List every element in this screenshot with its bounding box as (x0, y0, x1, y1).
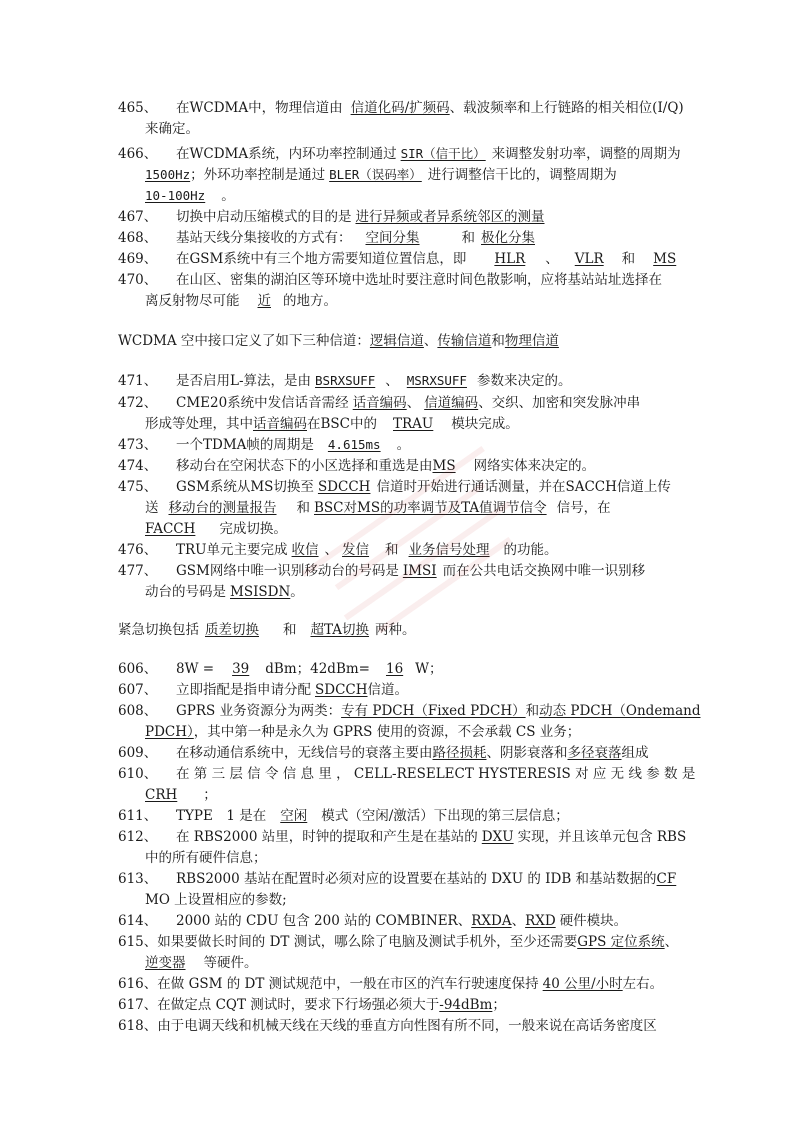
document-page: 465、 在WCDMA中，物理信道由 信道化码/扩频码、载波频率和上行链路的相关相位(I/Q) 来确定。 466、 在WCDMA系统，内环功率控制通过 SIR（信干比） 来调整发射功率，调整的周期为 1500Hz；外环功率控制是通过 BLER（误码率） 进行调整信干比的，调整周期为 10-100Hz 。 467、 切换中启动压缩模式的目的是 进行异频或者异系统邻区的测量 468、 基站天线分集接收的方式有： 空间分集 和 极化分集 469、 在GSM系统中有三个地方需要知道位置信息，即 HLR 、 VLR 和 MS 470、 在山区、密集的湖泊区等环境中选址时要注意时间色散影响，应将基站站址选择在 离反射物尽可能 近 的地方。 WCDMA 空中接口定义了如下三种信道：逻辑信道、传输信道和物理信道 471、 是否启用L-算法，是由 BSRXSUFF 、 MSRXSUFF 参数来决定的。 472、 CME20系统中发信话音需经 话音编码、 信道编码、交织、加密和突发脉冲串 形成等处理，其中话音编码在BSC中的 TRAU 模块完成。 473、 一个TDMA帧的周期是 4.615ms 。 474、 移动台在空闲状态下的小区选择和重选是由MS 网络实体来决定的。 475、 GSM系统从MS切换至 SDCCH 信道时开始进行通话测量，并在SACCH信道上传 送 移动台的测量报告 和 BSC对MS的功率调节及TA值调节信令 信号，在 FACCH 完成切换。 476、 TRU单元主要完成 收信 、 发信 和 业务信号处理 的功能。 477、 GSM网络中唯一识别移动台的号码是 IMSI 而在公共电话交换网中唯一识别移 动台的号码是 MSISDN。 紧急切换包括 质差切换 和 超TA切换 两种。 606、 8W = 39 dBm；42dBm= 16 W； 607、 立即指配是指申请分配 SDCCH信道。 608、 GPRS 业务资源分为两类：专有 PDCH（Fixed PDCH）和动态 PDCH（Ondemand PDCH），其中第一种是永久为 GPRS 使用的资源，不会承载 CS 业务； 609、 在移动通信系统中，无线信号的衰落主要由路径损耗、阴影衰落和多径衰落组成 610、 在 第 三 层 信 令 信 息 里 ， CELL-RESELECT HYSTERESIS 对 应 无 线 参 数 是 CRH ； 611、 TYPE 1 是在 空闲 模式（空闲/激活）下出现的第三层信息； 612、 在 RBS2000 站里，时钟的提取和产生是在基站的 DXU 实现，并且该单元包含 RBS 中的所有硬件信息； 613、 RBS2000 基站在配置时必须对应的设置要在基站的 DXU 的 IDB 和基站数据的CF MO 上设置相应的参数; 614、 2000 站的 CDU 包含 200 站的 COMBINER、RXDA、RXD 硬件模块。 615、如果要做长时间的 DT 测试，哪么除了电脑及测试手机外，至少还需要GPS 定位系统、 逆变器 等硬件。 616、在做 GSM 的 DT 测试规范中，一般在市区的汽车行驶速度保持 40 公里/小时左右。 617、在做定点 CQT 测试时，要求下行场强必须大于-94dBm； 618、由于电调天线和机械天线在天线的垂直方向性图有所不同，一般来说在高话务密度区 (118, 100, 701, 1034)
question-617: 617、在做定点 CQT 测试时，要求下行场强必须大于-94dBm； (118, 997, 506, 1013)
answer: 移动台的测量报告 (168, 500, 277, 516)
answer: 4.615ms (327, 437, 381, 452)
answer: 1500Hz (145, 167, 191, 182)
question-615: 615、如果要做长时间的 DT 测试，哪么除了电脑及测试手机外，至少还需要GPS 定位系统、 (118, 934, 679, 950)
answer: 传输信道 (437, 333, 492, 349)
question-470: 470、 在山区、密集的湖泊区等环境中选址时要注意时间色散影响，应将基站站址选择在 (118, 272, 662, 288)
answer: GPS 定位系统 (577, 934, 665, 950)
answer: 业务信号处理 (408, 542, 490, 558)
emergency-handover: 紧急切换包括 质差切换 和 超TA切换 两种。 (118, 622, 416, 638)
question-611: 611、 TYPE 1 是在 空闲 模式（空闲/激活）下出现的第三层信息； (118, 808, 569, 824)
answer: 专有 PDCH（Fixed PDCH） (341, 703, 526, 719)
answer: CF (656, 871, 677, 887)
answer: 收信 (291, 542, 319, 558)
answer: MSISDN (230, 584, 291, 600)
question-612: 612、 在 RBS2000 站里，时钟的提取和产生是在基站的 DXU 实现，并且该单元包含 RBS (118, 829, 687, 845)
answer: FACCH (145, 521, 196, 537)
answer: 物理信道 (504, 333, 559, 349)
question-607: 607、 立即指配是指申请分配 SDCCH信道。 (118, 682, 409, 698)
answer: MS (653, 251, 677, 267)
question-618: 618、由于电调天线和机械天线在天线的垂直方向性图有所不同，一般来说在高话务密度区 (118, 1018, 657, 1034)
answer: PDCH） (145, 724, 194, 740)
answer: IMSI (402, 563, 437, 579)
answer: 路径损耗 (432, 745, 487, 761)
question-465: 465、 在WCDMA中，物理信道由 信道化码/扩频码、载波频率和上行链路的相关相位(I/Q) (118, 100, 684, 116)
answer: HLR (494, 251, 526, 267)
answer: 39 (232, 661, 250, 677)
answer: CRH (145, 787, 178, 803)
answer: 空闲 (280, 808, 308, 824)
answer: 超TA切换 (310, 622, 370, 638)
question-471: 471、 是否启用L-算法，是由 BSRXSUFF 、 MSRXSUFF 参数来决定的。 (118, 373, 572, 389)
question-608: 608、 GPRS 业务资源分为两类：专有 PDCH（Fixed PDCH）和动态 PDCH（Ondemand (118, 703, 701, 719)
answer: TRAU (393, 416, 434, 432)
answer: 进行异频或者异系统邻区的测量 (355, 209, 545, 225)
answer: 空间分集 (365, 230, 420, 246)
question-468: 468、 基站天线分集接收的方式有： 空间分集 和 极化分集 (118, 228, 157, 248)
question-467: 467、 切换中启动压缩模式的目的是 进行异频或者异系统邻区的测量 (118, 209, 545, 225)
question-466: 466、 在WCDMA系统，内环功率控制通过 SIR（信干比） 来调整发射功率，调整的周期为 (118, 146, 681, 162)
answer: SDCCH (315, 682, 368, 698)
answer: MSRXSUFF (406, 373, 467, 388)
answer: 16 (385, 661, 404, 677)
answer: 话音编码 (352, 395, 407, 411)
question-616: 616、在做 GSM 的 DT 测试规范中，一般在市区的汽车行驶速度保持 40 公里/小时左右。 (118, 976, 664, 992)
answer: 逻辑信道 (369, 333, 424, 349)
question-472: 472、 CME20系统中发信话音需经 话音编码、 信道编码、交织、加密和突发脉冲串 (118, 395, 641, 411)
question-474: 474、 移动台在空闲状态下的小区选择和重选是由MS 网络实体来决定的。 (118, 458, 596, 474)
question-613: 613、 RBS2000 基站在配置时必须对应的设置要在基站的 DXU 的 IDB 和基站数据的CF (118, 869, 157, 889)
answer: 信道化码/扩频码 (350, 100, 450, 116)
answer: MS (432, 458, 456, 474)
answer: 近 (257, 293, 271, 309)
answer: 逆变器 (145, 955, 186, 971)
question-469: 469、 在GSM系统中有三个地方需要知道位置信息，即 HLR 、 VLR 和 MS (118, 249, 157, 269)
question-473: 473、 一个TDMA帧的周期是 4.615ms 。 (118, 437, 411, 453)
answer: VLR (574, 251, 604, 267)
question-476: 476、 TRU单元主要完成 收信 、 发信 和 业务信号处理 的功能。 (118, 542, 558, 558)
answer: RXDA (471, 913, 512, 929)
answer: -94dBm (439, 997, 493, 1013)
question-477: 477、 GSM网络中唯一识别移动台的号码是 IMSI 而在公共电话交换网中唯一识别移 (118, 563, 646, 579)
question-606: 606、 8W = 39 dBm；42dBm= 16 W； (118, 661, 443, 677)
answer: BLER（误码率） (329, 167, 422, 182)
wcdma-channels: WCDMA 空中接口定义了如下三种信道：逻辑信道、传输信道和物理信道 (118, 333, 559, 349)
answer: 极化分集 (481, 230, 535, 246)
answer: 质差切换 (205, 622, 259, 638)
answer: 40 公里/小时 (542, 976, 623, 992)
question-475: 475、 GSM系统从MS切换至 SDCCH 信道时开始进行通话测量，并在SACCH信道上传 (118, 479, 671, 495)
answer: DXU (481, 829, 514, 845)
answer: 话音编码 (253, 416, 307, 432)
answer: 多径衰落 (567, 745, 622, 761)
answer: BSC对MS的功率调节及TA值调节信令 (314, 500, 547, 516)
question-609: 609、 在移动通信系统中，无线信号的衰落主要由路径损耗、阴影衰落和多径衰落组成 (118, 745, 649, 761)
question-610: 610、 在 第 三 层 信 令 信 息 里 ， CELL-RESELECT HYSTERESIS 对 应 无 线 参 数 是 (118, 766, 696, 782)
answer: BSRXSUFF (315, 373, 376, 388)
answer: SDCCH (317, 479, 371, 495)
answer: 发信 (342, 542, 370, 558)
answer: 动态 PDCH（Ondemand (539, 703, 701, 719)
answer: RXD (525, 913, 556, 929)
question-614: 614、 2000 站的 CDU 包含 200 站的 COMBINER、RXDA、RXD 硬件模块。 (118, 913, 628, 929)
answer: SIR（信干比） (400, 146, 486, 161)
answer: 10-100Hz (145, 188, 206, 203)
answer: 信道编码 (424, 395, 479, 411)
